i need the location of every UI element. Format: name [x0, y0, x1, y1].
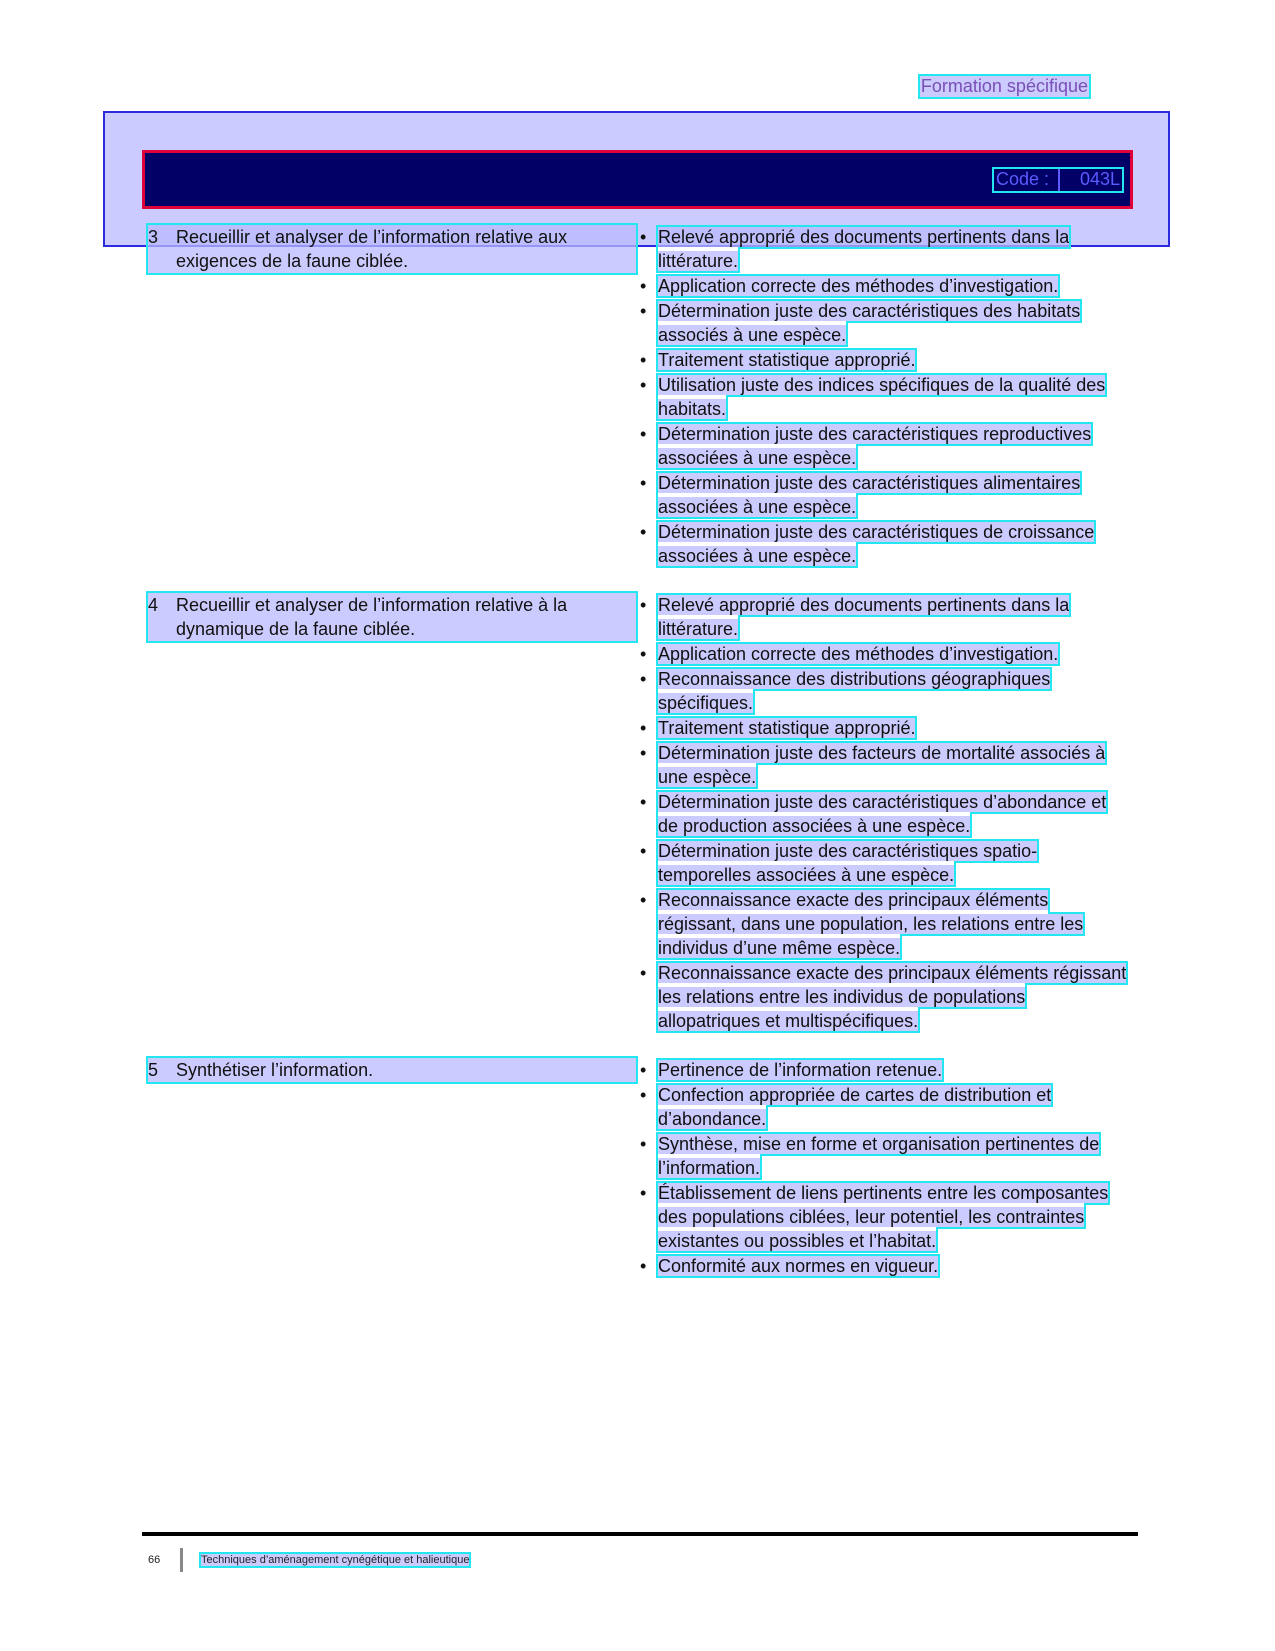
- criteria-list: [636, 1058, 1128, 1278]
- criteria-list: [636, 225, 1128, 568]
- criterion-item: [636, 274, 1128, 298]
- criterion-text: Détermination juste des caractéristiques reproductives associées à une espèce.: [658, 424, 1092, 468]
- element-block: [148, 225, 1128, 569]
- criterion-item: [636, 839, 1128, 887]
- criterion-text: Reconnaissance des distributions géographiques spécifiques.: [658, 669, 1051, 713]
- criteria-column: [636, 1058, 1128, 1279]
- competency-table: [148, 225, 1128, 1303]
- criterion-item: [636, 667, 1128, 715]
- footer-program-title: Techniques d’aménagement cynégétique et halieutique: [201, 1554, 470, 1566]
- running-header: Formation spécifique: [920, 76, 1088, 96]
- footer-rule: [142, 1532, 1138, 1536]
- criterion-item: [636, 1132, 1128, 1180]
- element-number: 3: [148, 227, 159, 247]
- criterion-text: Conformité aux normes en vigueur.: [658, 1256, 939, 1276]
- criterion-item: [636, 741, 1128, 789]
- criterion-item: [636, 348, 1128, 372]
- element-column: [148, 225, 636, 569]
- criterion-text: Détermination juste des facteurs de mortalité associés à une espèce.: [658, 743, 1106, 787]
- element-title: [148, 1058, 636, 1082]
- criterion-item: [636, 642, 1128, 666]
- element-block: [148, 593, 1128, 1034]
- criterion-item: [636, 1058, 1128, 1082]
- element-column: [148, 593, 636, 1034]
- criterion-text: Application correcte des méthodes d’investigation.: [658, 276, 1059, 296]
- criterion-text: Confection appropriée de cartes de distribution et d’abondance.: [658, 1085, 1052, 1129]
- criterion-text: Reconnaissance exacte des principaux éléments régissant les relations entre les individus de populations allopatriques et multispécifiques.: [658, 963, 1127, 1031]
- element-number: 4: [148, 595, 159, 615]
- criterion-item: [636, 299, 1128, 347]
- criterion-item: [636, 790, 1128, 838]
- code-box: [994, 169, 1122, 191]
- criteria-list: [636, 593, 1128, 1033]
- footer-separator: [180, 1548, 183, 1572]
- criterion-text: Reconnaissance exacte des principaux éléments régissant, dans une population, les relations entre les individus d’une même espèce.: [658, 890, 1084, 958]
- element-title: [148, 225, 636, 273]
- criterion-text: Synthèse, mise en forme et organisation pertinentes de l’information.: [658, 1134, 1100, 1178]
- criterion-text: Détermination juste des caractéristiques de croissance associées à une espèce.: [658, 522, 1095, 566]
- code-bar: [142, 150, 1133, 209]
- element-text: Synthétiser l’information.: [176, 1060, 374, 1080]
- criteria-column: [636, 225, 1128, 569]
- element-column: [148, 1058, 636, 1279]
- element-number: 5: [148, 1060, 159, 1080]
- criterion-item: [636, 520, 1128, 568]
- criteria-column: [636, 593, 1128, 1034]
- criterion-item: [636, 373, 1128, 421]
- criterion-text: Pertinence de l’information retenue.: [658, 1060, 943, 1080]
- criterion-text: Relevé approprié des documents pertinents dans la littérature.: [658, 595, 1070, 639]
- criterion-text: Détermination juste des caractéristiques alimentaires associées à une espèce.: [658, 473, 1081, 517]
- criterion-text: Détermination juste des caractéristiques des habitats associés à une espèce.: [658, 301, 1081, 345]
- element-block: [148, 1058, 1128, 1279]
- code-label: Code :: [994, 169, 1060, 191]
- criterion-item: [636, 225, 1128, 273]
- element-text: Recueillir et analyser de l’information relative aux exigences de la faune ciblée.: [176, 227, 568, 271]
- criterion-text: Établissement de liens pertinents entre les composantes des populations ciblées, leur potentiel, les contraintes existantes ou possibles et l’habitat.: [658, 1183, 1109, 1251]
- criterion-text: Application correcte des méthodes d’investigation.: [658, 644, 1059, 664]
- criterion-text: Traitement statistique approprié.: [658, 350, 916, 370]
- element-text: Recueillir et analyser de l’information relative à la dynamique de la faune ciblée.: [176, 595, 568, 639]
- criterion-item: [636, 888, 1128, 960]
- criterion-item: [636, 1181, 1128, 1253]
- criterion-text: Détermination juste des caractéristiques d’abondance et de production associées à une espèce.: [658, 792, 1107, 836]
- criterion-item: [636, 961, 1128, 1033]
- criterion-text: Utilisation juste des indices spécifiques de la qualité des habitats.: [658, 375, 1106, 419]
- footer: [148, 1548, 469, 1572]
- criterion-item: [636, 716, 1128, 740]
- criterion-item: [636, 593, 1128, 641]
- criterion-item: [636, 471, 1128, 519]
- criterion-text: Détermination juste des caractéristiques spatio-temporelles associées à une espèce.: [658, 841, 1038, 885]
- page-number: 66: [148, 1554, 161, 1566]
- criterion-item: [636, 1083, 1128, 1131]
- criterion-item: [636, 422, 1128, 470]
- criterion-text: Relevé approprié des documents pertinents dans la littérature.: [658, 227, 1070, 271]
- criterion-text: Traitement statistique approprié.: [658, 718, 916, 738]
- criterion-item: [636, 1254, 1128, 1278]
- element-title: [148, 593, 636, 641]
- code-value: 043L: [1079, 169, 1120, 189]
